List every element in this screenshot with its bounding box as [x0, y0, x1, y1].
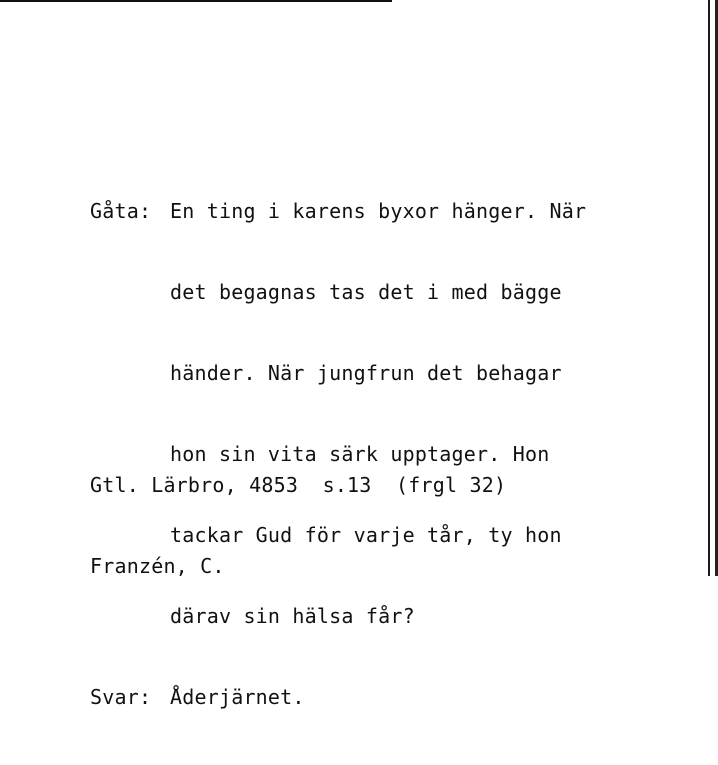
answer-label: Svar: [90, 685, 152, 709]
question-line: hon sin vita särk upptager. Hon [170, 442, 550, 466]
footer-block [90, 418, 506, 634]
answer-text: Åderjärnet. [170, 685, 305, 709]
scan-edge-right [706, 0, 718, 576]
question-line: det begagnas tas det i med bägge [170, 280, 562, 304]
riddle-question-line-1 [90, 198, 586, 225]
source-line: Gtl. Lärbro, 4853 s.13 (frgl 32) [90, 473, 507, 497]
scan-edge-top [0, 0, 392, 2]
question-line: tackar Gud för varje tår, ty hon [170, 523, 562, 547]
riddle-answer-line [90, 684, 586, 711]
question-label: Gåta: [90, 199, 152, 223]
question-line: därav sin hälsa får? [170, 604, 415, 628]
riddle-question-line-3 [90, 360, 586, 387]
question-line: händer. När jungfrun det behagar [170, 361, 562, 385]
riddle-question-line-2 [90, 279, 586, 306]
question-line: En ting i karens byxor hänger. När [170, 199, 587, 223]
author-line: Franzén, C. [90, 554, 225, 578]
